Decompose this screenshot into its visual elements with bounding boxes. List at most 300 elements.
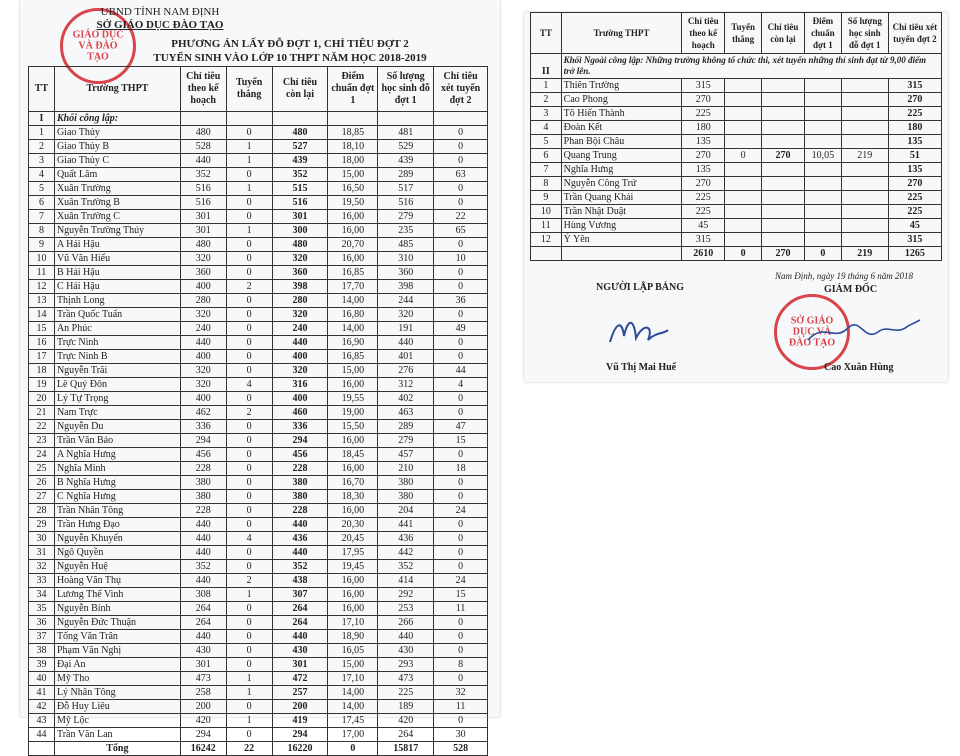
total-cell: 270 <box>762 247 805 261</box>
table-cell: 43 <box>29 714 55 728</box>
school-name-cell: Quất Lâm <box>54 168 180 182</box>
table-cell: 34 <box>29 588 55 602</box>
school-name-cell: Thịnh Long <box>54 294 180 308</box>
table-cell: 456 <box>180 448 226 462</box>
table-row <box>29 378 488 392</box>
header-cell: Trường THPT <box>54 67 180 112</box>
table-cell: 380 <box>180 476 226 490</box>
school-name-cell: Đại An <box>54 658 180 672</box>
table-cell: 420 <box>378 714 434 728</box>
org-line1: UBND TỈNH NAM ĐỊNH <box>100 6 220 18</box>
table-cell: 11 <box>531 219 562 233</box>
school-name-cell: Nghĩa Hưng <box>561 163 682 177</box>
table-row <box>29 490 488 504</box>
table-cell: 1 <box>226 714 272 728</box>
director-name: Cao Xuân Hùng <box>824 362 894 373</box>
school-name-cell: Nguyễn Trãi <box>54 364 180 378</box>
table-cell: 44 <box>29 728 55 742</box>
school-name-cell: Hùng Vương <box>561 219 682 233</box>
table-cell: 19,55 <box>328 392 378 406</box>
table-cell: 228 <box>180 462 226 476</box>
table-cell: 15,00 <box>328 364 378 378</box>
table-cell: 41 <box>29 686 55 700</box>
table-cell: 28 <box>29 504 55 518</box>
table-cell: 398 <box>272 280 328 294</box>
table-cell: 258 <box>180 686 226 700</box>
table-cell: 0 <box>434 644 488 658</box>
table-cell <box>762 93 805 107</box>
table-cell: 352 <box>272 168 328 182</box>
table-cell: 16,00 <box>328 434 378 448</box>
school-name-cell: Trần Văn Bảo <box>54 434 180 448</box>
table-cell: 225 <box>888 191 941 205</box>
table-cell: 26 <box>29 476 55 490</box>
table-cell: 191 <box>378 322 434 336</box>
table-cell <box>762 135 805 149</box>
table-cell: 0 <box>226 322 272 336</box>
school-name-cell: Trần Hưng Đạo <box>54 518 180 532</box>
table-cell: 0 <box>226 644 272 658</box>
table-cell: 320 <box>378 308 434 322</box>
table-cell: 440 <box>378 630 434 644</box>
table-row <box>29 350 488 364</box>
table-cell: 528 <box>180 140 226 154</box>
table-cell: 15,00 <box>328 658 378 672</box>
school-name-cell: Mỹ Lộc <box>54 714 180 728</box>
table-cell: 36 <box>29 616 55 630</box>
table-row <box>29 476 488 490</box>
table-cell: 23 <box>29 434 55 448</box>
school-name-cell: Phạm Văn Nghị <box>54 644 180 658</box>
table-cell: 480 <box>272 238 328 252</box>
table-cell: 320 <box>272 308 328 322</box>
school-name-cell: Giao Thủy <box>54 126 180 140</box>
table-row <box>29 252 488 266</box>
director-signature <box>804 312 924 352</box>
table-cell: 16,50 <box>328 182 378 196</box>
table-cell: 16,70 <box>328 476 378 490</box>
table-row <box>29 518 488 532</box>
table-cell: 17,10 <box>328 616 378 630</box>
section-number: II <box>531 54 562 79</box>
preparer-title: NGƯỜI LẬP BẢNG <box>596 282 684 293</box>
table-cell: 440 <box>272 546 328 560</box>
table-cell: 5 <box>531 135 562 149</box>
table-cell: 1 <box>226 686 272 700</box>
table-cell: 301 <box>180 658 226 672</box>
table-cell: 16,85 <box>328 350 378 364</box>
total-cell: 0 <box>725 247 762 261</box>
table-cell: 0 <box>434 490 488 504</box>
director-title: GIÁM ĐỐC <box>824 284 878 295</box>
table-cell: 270 <box>682 149 725 163</box>
school-name-cell: Phan Bội Châu <box>561 135 682 149</box>
table-cell: 279 <box>378 434 434 448</box>
school-name-cell: Nam Trực <box>54 406 180 420</box>
table-cell: 135 <box>888 135 941 149</box>
table-cell: 0 <box>226 728 272 742</box>
table-cell: 18,45 <box>328 448 378 462</box>
table-cell: 16,00 <box>328 378 378 392</box>
table-cell: 0 <box>434 560 488 574</box>
table-row <box>29 630 488 644</box>
table-cell: 18,85 <box>328 126 378 140</box>
header-cell: TT <box>531 13 562 54</box>
table-row <box>29 686 488 700</box>
table-cell: 0 <box>226 364 272 378</box>
total-cell: 0 <box>804 247 841 261</box>
table-row <box>29 392 488 406</box>
table-cell: 440 <box>180 532 226 546</box>
table-cell: 18,90 <box>328 630 378 644</box>
school-name-cell: Nguyễn Huệ <box>54 560 180 574</box>
table-cell: 200 <box>272 700 328 714</box>
table-cell: 440 <box>180 518 226 532</box>
table-row <box>531 107 942 121</box>
table-row <box>29 714 488 728</box>
table-cell: 0 <box>226 476 272 490</box>
total-cell <box>29 742 55 756</box>
school-name-cell: Trần Nhật Duật <box>561 205 682 219</box>
total-cell <box>531 247 562 261</box>
total-cell: 16220 <box>272 742 328 756</box>
table-cell: 3 <box>29 154 55 168</box>
table-cell: 280 <box>272 294 328 308</box>
table-cell <box>841 79 888 93</box>
table-cell: 0 <box>226 420 272 434</box>
table-cell: 0 <box>434 154 488 168</box>
table-cell: 49 <box>434 322 488 336</box>
table-cell: 16,85 <box>328 266 378 280</box>
table-cell: 17,70 <box>328 280 378 294</box>
table-cell <box>725 79 762 93</box>
table-row <box>29 224 488 238</box>
left-page <box>20 0 500 754</box>
school-name-cell: Trực Ninh B <box>54 350 180 364</box>
table-row <box>29 238 488 252</box>
table-cell: 22 <box>434 210 488 224</box>
table-cell: 16,00 <box>328 574 378 588</box>
school-name-cell: B Nghĩa Hưng <box>54 476 180 490</box>
table-cell: 4 <box>29 168 55 182</box>
table-cell: 21 <box>29 406 55 420</box>
table-cell: 316 <box>272 378 328 392</box>
table-cell: 315 <box>888 79 941 93</box>
table-cell: 1 <box>226 140 272 154</box>
table-cell <box>725 93 762 107</box>
table-cell: 264 <box>180 616 226 630</box>
table-cell: 32 <box>434 686 488 700</box>
school-name-cell: Xuân Trường C <box>54 210 180 224</box>
table-cell: 473 <box>378 672 434 686</box>
total-cell: 219 <box>841 247 888 261</box>
table-cell: 320 <box>180 378 226 392</box>
table-cell: 440 <box>180 630 226 644</box>
table-row <box>29 266 488 280</box>
table-cell: 240 <box>180 322 226 336</box>
table-cell: 300 <box>272 224 328 238</box>
table-cell: 0 <box>226 462 272 476</box>
table-cell <box>725 233 762 247</box>
table-cell: 135 <box>888 163 941 177</box>
table-cell: 0 <box>226 546 272 560</box>
total-cell: 2610 <box>682 247 725 261</box>
header-cell: Tuyển thẳng <box>725 13 762 54</box>
table-cell: 31 <box>29 546 55 560</box>
section-label: Khối Ngoài công lập: Những trường không tổ chức thi, xét tuyển những thí sinh đạt từ 9,00 điểm trở lên. <box>561 54 941 79</box>
table-cell: 18 <box>434 462 488 476</box>
table-cell: 516 <box>180 182 226 196</box>
table-cell: 352 <box>180 168 226 182</box>
total-row <box>531 247 942 261</box>
table-cell: 20,70 <box>328 238 378 252</box>
table-cell: 266 <box>378 616 434 630</box>
table-cell: 352 <box>378 560 434 574</box>
table-row <box>29 462 488 476</box>
header-cell: Chỉ tiêu theo kế hoạch <box>682 13 725 54</box>
table-cell: 292 <box>378 588 434 602</box>
table-cell: 2 <box>226 280 272 294</box>
table-row <box>29 154 488 168</box>
table-cell: 0 <box>226 434 272 448</box>
table-cell <box>841 135 888 149</box>
table-cell: 456 <box>272 448 328 462</box>
table-row <box>531 177 942 191</box>
table-cell: 0 <box>434 714 488 728</box>
table-cell: 17 <box>29 350 55 364</box>
table-cell: 0 <box>226 336 272 350</box>
table-cell: 244 <box>378 294 434 308</box>
table-cell: 0 <box>434 406 488 420</box>
table-cell <box>725 219 762 233</box>
table-cell: 16,05 <box>328 644 378 658</box>
school-name-cell: A Hải Hậu <box>54 238 180 252</box>
table-cell: 225 <box>888 205 941 219</box>
table-cell: 16,00 <box>328 210 378 224</box>
table-cell: 15 <box>29 322 55 336</box>
table-row <box>29 126 488 140</box>
table-cell: 430 <box>272 644 328 658</box>
right-page <box>524 12 948 382</box>
table-cell: 14,00 <box>328 686 378 700</box>
table-cell <box>841 107 888 121</box>
table-cell: 0 <box>226 168 272 182</box>
table-cell: 10 <box>434 252 488 266</box>
table-cell: 440 <box>180 574 226 588</box>
table-row <box>531 135 942 149</box>
table-row <box>29 210 488 224</box>
table-cell <box>804 135 841 149</box>
table-cell: 12 <box>29 280 55 294</box>
table-cell: 440 <box>378 336 434 350</box>
table-cell: 5 <box>29 182 55 196</box>
table-cell: 16,00 <box>328 588 378 602</box>
school-name-cell: Lê Quý Đôn <box>54 378 180 392</box>
table-cell <box>804 191 841 205</box>
table-row <box>29 574 488 588</box>
table-cell: 400 <box>180 350 226 364</box>
table-cell: 17,45 <box>328 714 378 728</box>
table-cell: 380 <box>272 490 328 504</box>
table-cell: 10,05 <box>804 149 841 163</box>
table-row <box>531 233 942 247</box>
table-row <box>531 121 942 135</box>
table-cell <box>841 219 888 233</box>
total-cell: 528 <box>434 742 488 756</box>
table-cell: 0 <box>226 196 272 210</box>
table-cell: 16,00 <box>328 252 378 266</box>
table-cell: 0 <box>226 602 272 616</box>
table-cell: 430 <box>378 644 434 658</box>
table-cell: 0 <box>434 140 488 154</box>
table-cell <box>841 191 888 205</box>
table-cell: 25 <box>29 462 55 476</box>
table-cell: 15,00 <box>328 168 378 182</box>
table-cell: 2 <box>226 574 272 588</box>
school-name-cell: Thiên Trường <box>561 79 682 93</box>
table-cell <box>725 135 762 149</box>
header-cell: Số lượng học sinh đỗ đợt 1 <box>841 13 888 54</box>
table-cell: 180 <box>682 121 725 135</box>
table-cell: 0 <box>434 672 488 686</box>
table-cell: 463 <box>378 406 434 420</box>
header-cell: Chỉ tiêu xét tuyển đợt 2 <box>434 67 488 112</box>
table-cell: 0 <box>434 630 488 644</box>
table-cell: 7 <box>531 163 562 177</box>
table-cell: 320 <box>180 252 226 266</box>
table-cell: 10 <box>29 252 55 266</box>
table-cell: 0 <box>434 616 488 630</box>
table-cell: 45 <box>888 219 941 233</box>
table-row <box>29 434 488 448</box>
school-name-cell: Nghĩa Minh <box>54 462 180 476</box>
table-cell: 440 <box>272 630 328 644</box>
table-cell: 280 <box>180 294 226 308</box>
table-row <box>29 644 488 658</box>
school-name-cell: Trực Ninh <box>54 336 180 350</box>
table-cell <box>762 233 805 247</box>
table-cell <box>725 177 762 191</box>
table-cell: 460 <box>272 406 328 420</box>
table-cell: 0 <box>434 546 488 560</box>
school-name-cell: Nguyễn Trường Thúy <box>54 224 180 238</box>
table-cell: 400 <box>272 392 328 406</box>
table-row <box>29 700 488 714</box>
table-row <box>29 504 488 518</box>
table-cell: 315 <box>682 79 725 93</box>
table-cell: 352 <box>180 560 226 574</box>
school-name-cell: Lý Nhân Tông <box>54 686 180 700</box>
table-cell <box>762 163 805 177</box>
table-cell: 6 <box>531 149 562 163</box>
table-cell: 0 <box>226 658 272 672</box>
table-cell: 0 <box>434 336 488 350</box>
table-cell <box>841 163 888 177</box>
table-cell: 0 <box>226 518 272 532</box>
table-cell: 18,00 <box>328 154 378 168</box>
table-cell: 17,10 <box>328 672 378 686</box>
table-header-row <box>29 67 488 112</box>
table-cell: 4 <box>434 378 488 392</box>
total-row <box>29 742 488 756</box>
table-cell: 442 <box>378 546 434 560</box>
table-cell: 279 <box>378 210 434 224</box>
table-cell: 0 <box>434 518 488 532</box>
school-name-cell: Xuân Trường B <box>54 196 180 210</box>
school-name-cell: Cao Phong <box>561 93 682 107</box>
table-cell: 228 <box>180 504 226 518</box>
table-cell: 481 <box>378 126 434 140</box>
table-cell: 472 <box>272 672 328 686</box>
table-cell: 240 <box>272 322 328 336</box>
table-cell: 45 <box>682 219 725 233</box>
header-cell: Trường THPT <box>561 13 682 54</box>
header-cell: TT <box>29 67 55 112</box>
table-cell: 18,30 <box>328 490 378 504</box>
table-cell: 516 <box>272 196 328 210</box>
table-cell <box>804 219 841 233</box>
table-cell: 4 <box>226 532 272 546</box>
table-cell: 293 <box>378 658 434 672</box>
table-cell: 0 <box>226 616 272 630</box>
table-cell: 27 <box>29 490 55 504</box>
table-cell: 320 <box>180 364 226 378</box>
table-cell <box>804 205 841 219</box>
table-cell: 289 <box>378 420 434 434</box>
table-cell: 20,30 <box>328 518 378 532</box>
table-cell: 15 <box>434 588 488 602</box>
school-name-cell: Đoàn Kết <box>561 121 682 135</box>
table-row <box>29 336 488 350</box>
school-name-cell: Quang Trung <box>561 149 682 163</box>
school-name-cell: Lương Thế Vinh <box>54 588 180 602</box>
table-cell: 440 <box>180 546 226 560</box>
table-cell: 225 <box>888 107 941 121</box>
header-cell: Số lượng học sinh đỗ đợt 1 <box>378 67 434 112</box>
table-cell: 11 <box>29 266 55 280</box>
table-cell <box>762 191 805 205</box>
table-cell: 301 <box>180 210 226 224</box>
table-cell: 294 <box>272 434 328 448</box>
table-cell <box>725 107 762 121</box>
table-row <box>29 308 488 322</box>
table-cell: 320 <box>272 364 328 378</box>
table-cell <box>841 205 888 219</box>
table-cell <box>762 177 805 191</box>
table-cell: 0 <box>226 210 272 224</box>
table-cell: 264 <box>378 728 434 742</box>
table-cell: 219 <box>841 149 888 163</box>
table-cell: 270 <box>888 93 941 107</box>
table-cell: 485 <box>378 238 434 252</box>
table-cell: 210 <box>378 462 434 476</box>
school-name-cell: C Hải Hậu <box>54 280 180 294</box>
school-name-cell: Trần Văn Lan <box>54 728 180 742</box>
table-cell: 516 <box>180 196 226 210</box>
table-cell: 33 <box>29 574 55 588</box>
table-cell <box>762 121 805 135</box>
school-name-cell: Hoàng Văn Thụ <box>54 574 180 588</box>
table-cell: 360 <box>272 266 328 280</box>
school-name-cell: Đỗ Huy Liêu <box>54 700 180 714</box>
table-cell: 8 <box>434 658 488 672</box>
table-cell: 0 <box>226 350 272 364</box>
table-cell: 19,50 <box>328 196 378 210</box>
table-cell: 0 <box>434 476 488 490</box>
table-cell: 18 <box>29 364 55 378</box>
table-row <box>531 79 942 93</box>
table-cell: 0 <box>226 560 272 574</box>
